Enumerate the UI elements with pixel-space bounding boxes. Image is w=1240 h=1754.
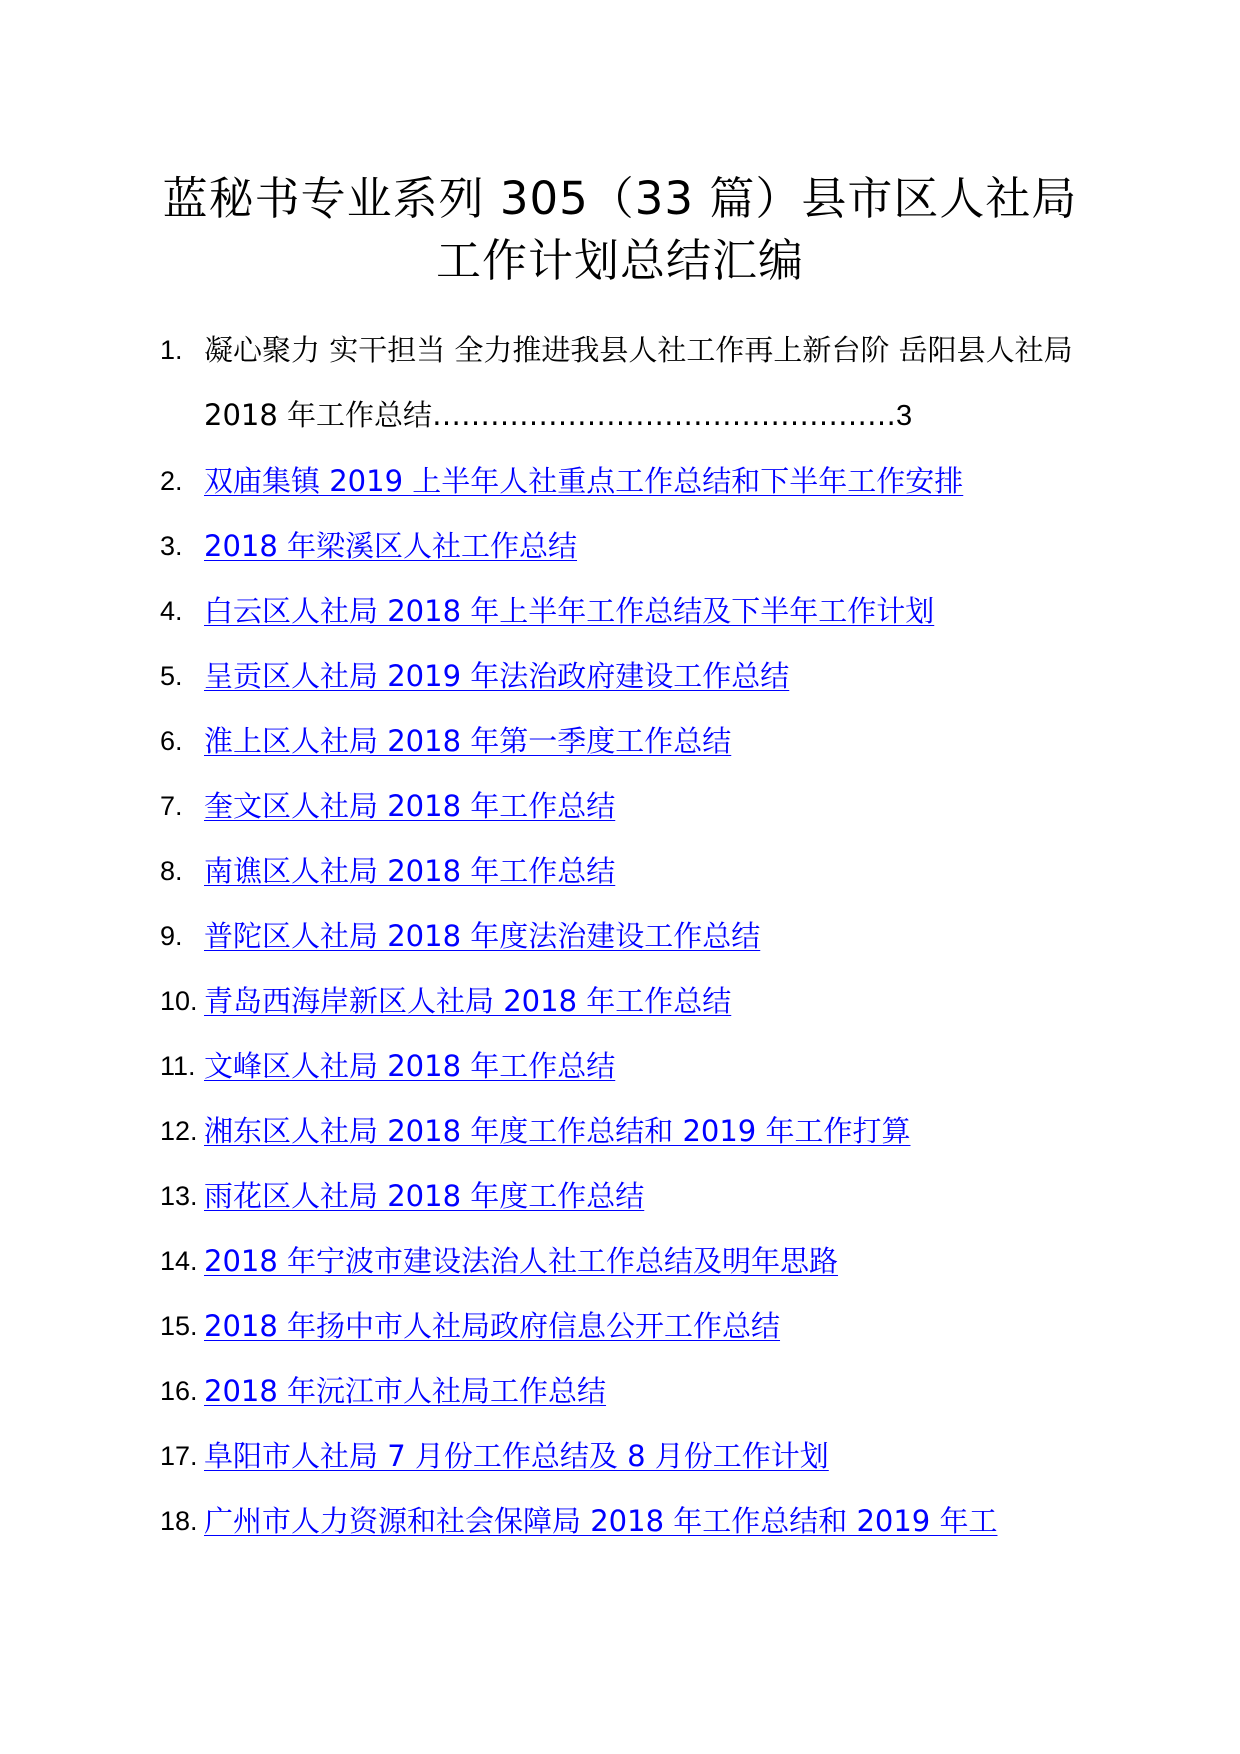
toc-item-number: 11. — [160, 1051, 196, 1081]
toc-link[interactable]: 呈贡区人社局 2019 年法治政府建设工作总结 — [204, 659, 790, 693]
toc-item-number: 18. — [160, 1506, 198, 1536]
toc-link[interactable]: 双庙集镇 2019 上半年人社重点工作总结和下半年工作安排 — [204, 464, 964, 498]
toc-item-4 — [160, 579, 1090, 644]
toc-link[interactable]: 广州市人力资源和社会保障局 2018 年工作总结和 2019 年工 — [204, 1504, 998, 1538]
toc-link[interactable]: 普陀区人社局 2018 年度法治建设工作总结 — [204, 919, 761, 953]
toc-item-title: 凝心聚力 实干担当 全力推进我县人社工作再上新台阶 岳阳县人社局 2018 年工作总结 — [204, 333, 1073, 432]
toc-item-number: 4. — [160, 596, 183, 626]
toc-link[interactable]: 2018 年梁溪区人社工作总结 — [204, 529, 578, 563]
toc-link[interactable]: 奎文区人社局 2018 年工作总结 — [204, 789, 616, 823]
toc-item-number: 17. — [160, 1441, 198, 1471]
title-line-2: 工作计划总结汇编 — [435, 234, 804, 287]
toc-item-number: 5. — [160, 661, 183, 691]
toc-item-9 — [160, 904, 1090, 969]
toc-link[interactable]: 淮上区人社局 2018 年第一季度工作总结 — [204, 724, 732, 758]
toc-link[interactable]: 2018 年沅江市人社局工作总结 — [204, 1374, 607, 1408]
toc-item-15 — [160, 1294, 1090, 1359]
toc-page-number: 3 — [896, 400, 913, 432]
toc-item-number: 8. — [160, 856, 183, 886]
toc-dot-leader: ………………………………………… — [432, 398, 897, 432]
toc-item-3 — [160, 514, 1090, 579]
toc-item-number: 15. — [160, 1311, 198, 1341]
toc-link[interactable]: 白云区人社局 2018 年上半年工作总结及下半年工作计划 — [204, 594, 935, 628]
toc-link[interactable]: 雨花区人社局 2018 年度工作总结 — [204, 1179, 645, 1213]
toc-link[interactable]: 文峰区人社局 2018 年工作总结 — [204, 1049, 616, 1083]
toc-item-11 — [160, 1034, 1090, 1099]
toc-link[interactable]: 青岛西海岸新区人社局 2018 年工作总结 — [204, 984, 732, 1018]
toc-item-6 — [160, 709, 1090, 774]
toc-item-number: 13. — [160, 1181, 198, 1211]
toc-link[interactable]: 阜阳市人社局 7 月份工作总结及 8 月份工作计划 — [204, 1439, 829, 1473]
toc-item-number: 16. — [160, 1376, 198, 1406]
toc-item-14 — [160, 1229, 1090, 1294]
toc-link[interactable]: 湘东区人社局 2018 年度工作总结和 2019 年工作打算 — [204, 1114, 911, 1148]
toc-item-number: 6. — [160, 726, 183, 756]
document-title — [140, 168, 1100, 292]
toc-item-2 — [160, 449, 1090, 514]
toc-item-number: 9. — [160, 921, 183, 951]
toc-item-13 — [160, 1164, 1090, 1229]
toc-item-18 — [160, 1489, 1090, 1554]
toc-item-number: 7. — [160, 791, 183, 821]
toc-item-7 — [160, 774, 1090, 839]
toc-item-number: 2. — [160, 466, 183, 496]
toc-link[interactable]: 南谯区人社局 2018 年工作总结 — [204, 854, 616, 888]
toc-item-16 — [160, 1359, 1090, 1424]
toc-item-number: 14. — [160, 1246, 198, 1276]
toc-item-number: 12. — [160, 1116, 198, 1146]
toc-item-number: 10. — [160, 986, 198, 1016]
toc-item-5 — [160, 644, 1090, 709]
toc-item-10 — [160, 969, 1090, 1034]
toc-link[interactable]: 2018 年扬中市人社局政府信息公开工作总结 — [204, 1309, 781, 1343]
table-of-contents — [160, 318, 1090, 1554]
toc-item-17 — [160, 1424, 1090, 1489]
toc-item-number: 3. — [160, 531, 183, 561]
toc-item-12 — [160, 1099, 1090, 1164]
toc-item-8 — [160, 839, 1090, 904]
toc-link[interactable]: 2018 年宁波市建设法治人社工作总结及明年思路 — [204, 1244, 839, 1278]
title-line-1: 蓝秘书专业系列 305（33 篇）县市区人社局 — [162, 172, 1078, 225]
toc-item-1 — [160, 318, 1090, 449]
toc-item-number: 1. — [160, 335, 183, 365]
